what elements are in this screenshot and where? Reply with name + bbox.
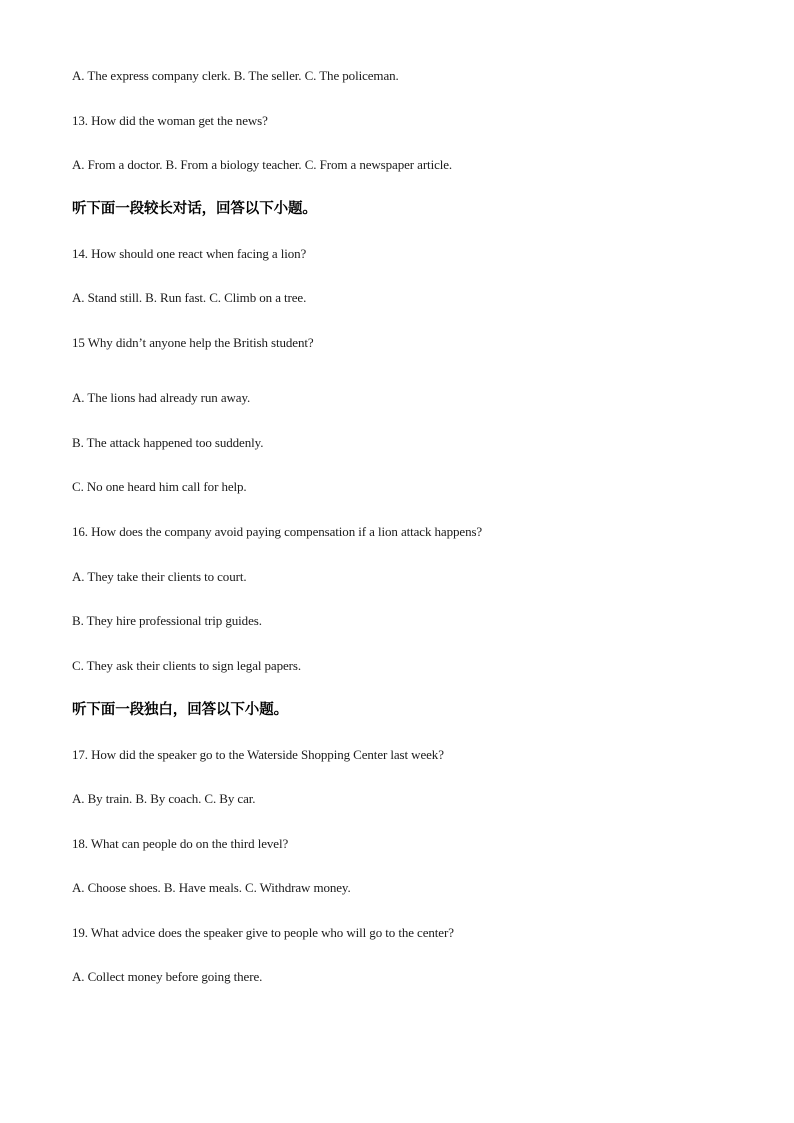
option-line-17: A. By train. B. By coach. C. By car. [72,791,256,806]
question-18: 18. What can people do on the third level? [72,836,289,851]
section-heading-monologue: 听下面一段独白，回答以下小题。 [72,702,288,718]
option-line-18: A. Choose shoes. B. Have meals. C. Withdraw money. [72,880,351,895]
question-15: 15 Why didn’t anyone help the British student? [72,335,314,350]
option-15-c: C. No one heard him call for help. [72,479,247,494]
question-17: 17. How did the speaker go to the Waterside Shopping Center last week? [72,747,444,762]
option-line-13: A. From a doctor. B. From a biology teacher. C. From a newspaper article. [72,157,453,172]
question-16: 16. How does the company avoid paying compensation if a lion attack happens? [72,524,483,539]
option-16-b: B. They hire professional trip guides. [72,613,262,628]
question-19: 19. What advice does the speaker give to people who will go to the center? [72,925,454,940]
option-16-c: C. They ask their clients to sign legal papers. [72,658,302,673]
option-16-a: A. They take their clients to court. [72,569,247,584]
option-line-12: A. The express company clerk. B. The seller. C. The policeman. [72,68,399,83]
question-13: 13. How did the woman get the news? [72,113,268,128]
question-14: 14. How should one react when facing a lion? [72,246,307,261]
option-line-14: A. Stand still. B. Run fast. C. Climb on a tree. [72,290,307,305]
option-19-a: A. Collect money before going there. [72,969,263,984]
option-15-a: A. The lions had already run away. [72,390,251,405]
option-15-b: B. The attack happened too suddenly. [72,435,264,450]
section-heading-dialogue: 听下面一段较长对话，回答以下小题。 [72,201,317,217]
